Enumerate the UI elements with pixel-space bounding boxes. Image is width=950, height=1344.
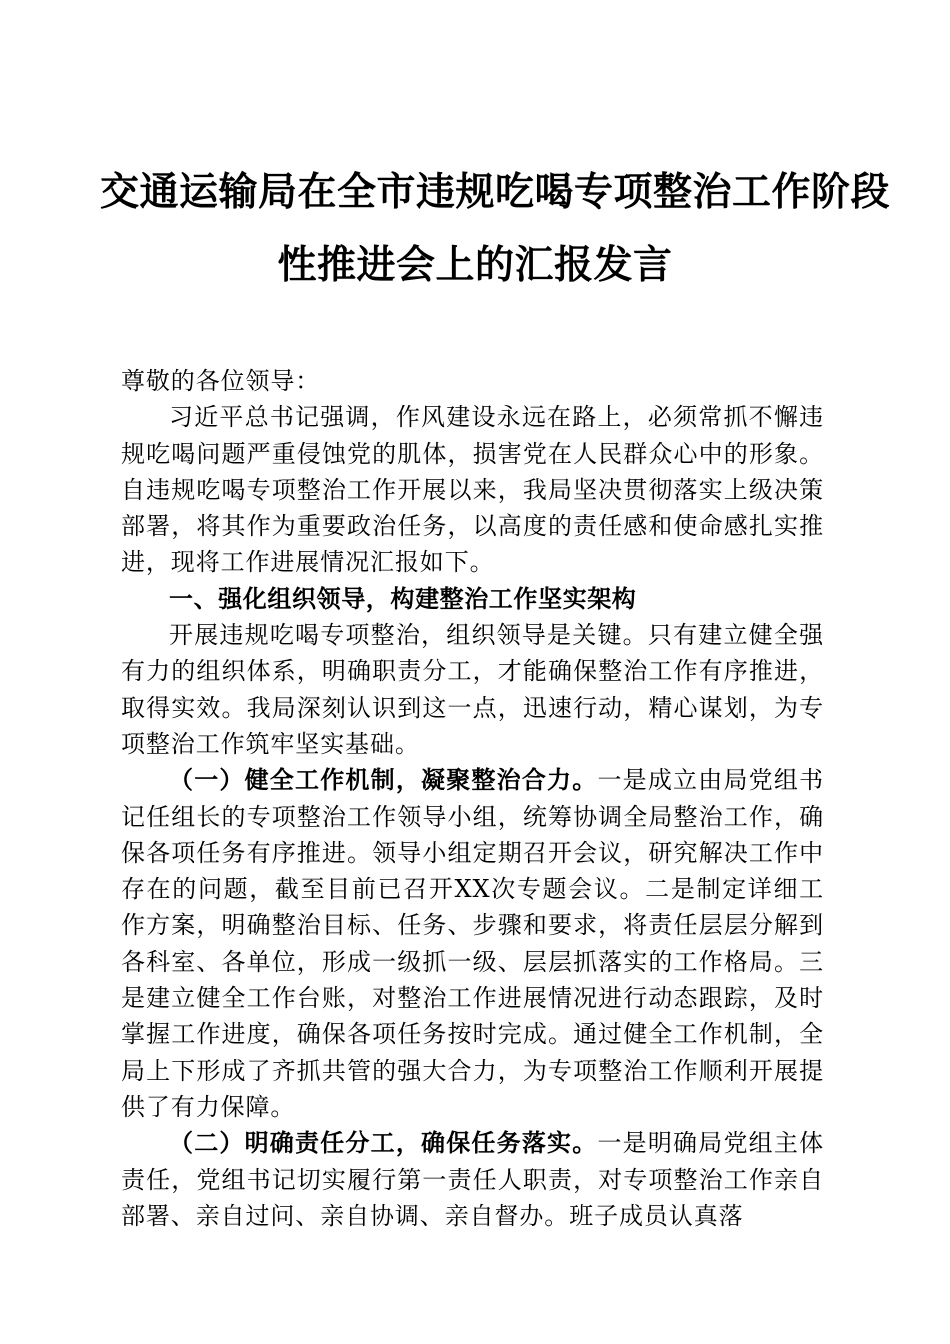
subsection-2-lead: （二）明确责任分工，确保任务落实。	[169, 1128, 598, 1158]
subsection-1-body: 一是成立由局党组书记任组长的专项整治工作领导小组，统筹协调全局整治工作，确保各项任务有序推进。领导小组定期召开会议，研究解决工作中存在的问题，截至目前已召开XX次专题会议。二是制定详细工作方案，明确整治目标、任务、步骤和要求，将责任层层分解到各科室、各单位，形成一级抓一级、层层抓落实的工作格局。三是建立健全工作台账，对整治工作进展情况进行动态跟踪，及时掌握工作进度，确保各项任务按时完成。通过健全工作机制，全局上下形成了齐抓共管的强大合力，为专项整治工作顺利开展提供了有力保障。	[121, 766, 824, 1121]
subsection-2-paragraph	[121, 1125, 824, 1234]
section-1-intro-paragraph: 开展违规吃喝专项整治，组织领导是关键。只有建立健全强有力的组织体系，明确职责分工，才能确保整治工作有序推进，取得实效。我局深刻认识到这一点，迅速行动，精心谋划，为专项整治工作筑牢坚实基础。	[121, 621, 824, 758]
section-1-heading: 一、强化组织领导，构建整治工作坚实架构	[169, 584, 637, 613]
subsection-1-lead: （一）健全工作机制，凝聚整治合力。	[169, 765, 598, 795]
document-title-line-2: 性推进会上的汇报发言	[277, 242, 673, 288]
subsection-1-paragraph	[121, 762, 824, 1125]
subsection-2-body: 一是明确局党组主体责任，党组书记切实履行第一责任人职责，对专项整治工作亲自部署、亲自过问、亲自协调、亲自督办。班子成员认真落	[121, 1129, 824, 1230]
salutation: 尊敬的各位领导：	[121, 367, 321, 395]
document-title-line-1: 交通运输局在全市违规吃喝专项整治工作阶段	[100, 169, 891, 215]
document-body	[121, 363, 824, 1234]
intro-paragraph: 习近平总书记强调，作风建设永远在路上，必须常抓不懈违规吃喝问题严重侵蚀党的肌体，损害党在人民群众心中的形象。自违规吃喝专项整治工作开展以来，我局坚决贯彻落实上级决策部署，将其作为重要政治任务，以高度的责任感和使命感扎实推进，现将工作进展情况汇报如下。	[121, 403, 824, 577]
